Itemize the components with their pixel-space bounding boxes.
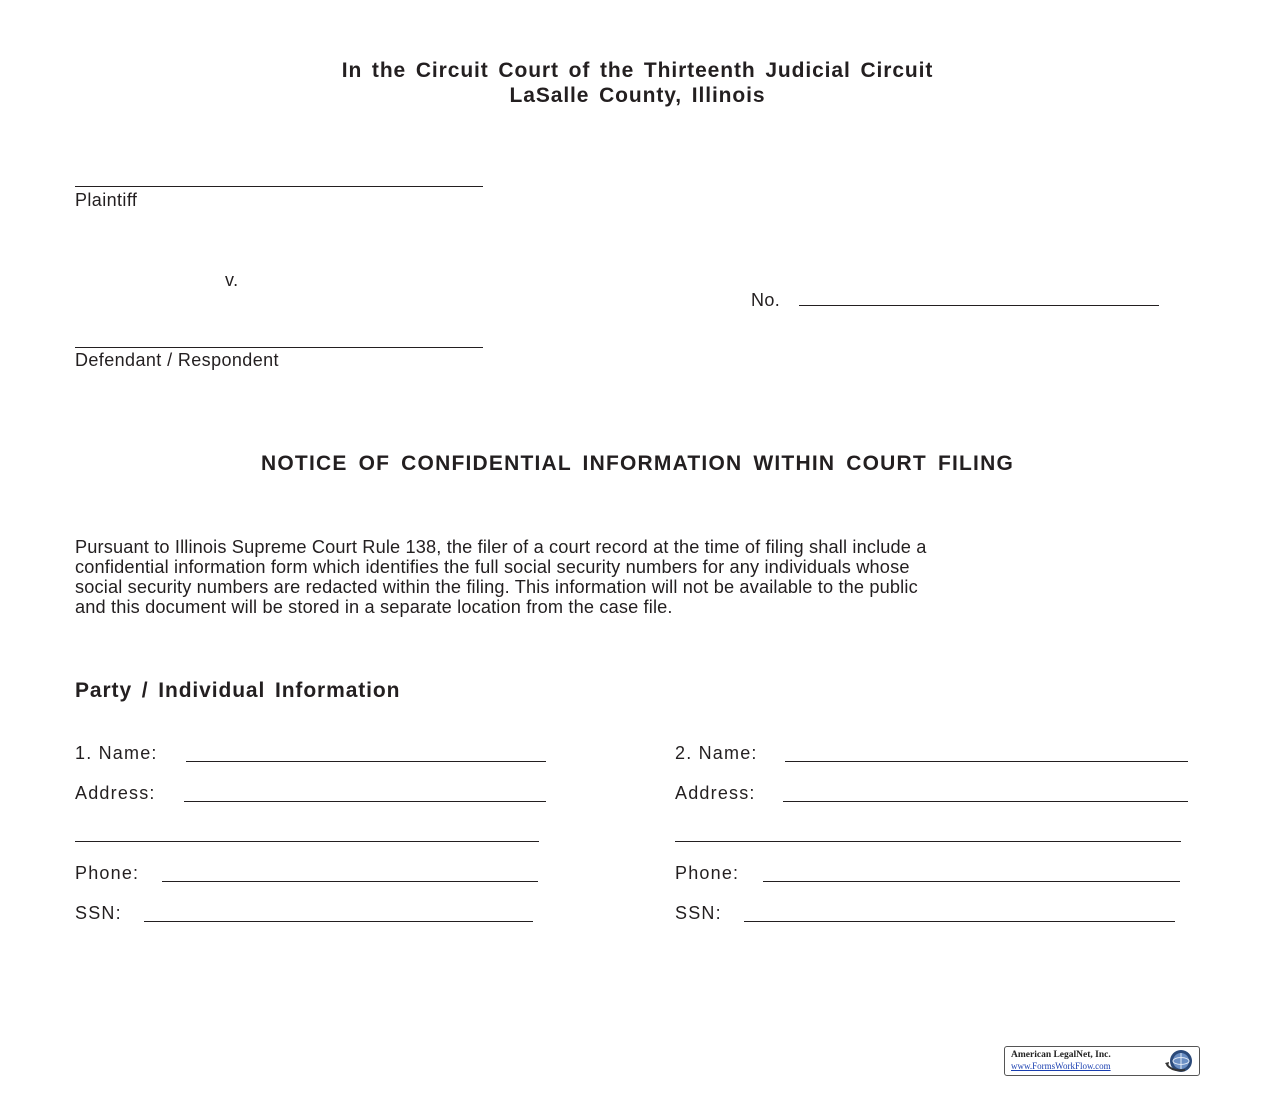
body-line-3: social security numbers are redacted within the filing. This information will not be available to the public xyxy=(75,577,918,597)
party-1-address-line2-field[interactable] xyxy=(75,841,539,842)
american-legalnet-logo[interactable] xyxy=(1004,1046,1200,1076)
party-1-phone-field[interactable] xyxy=(162,881,538,882)
logo-website-link[interactable]: www.FormsWorkFlow.com xyxy=(1011,1061,1111,1071)
party-1-address-field[interactable] xyxy=(184,801,546,802)
notice-title: NOTICE OF CONFIDENTIAL INFORMATION WITHIN COURT FILING xyxy=(261,452,1014,475)
defendant-label: Defendant / Respondent xyxy=(75,350,279,370)
body-paragraph xyxy=(75,537,1195,617)
body-line-2: confidential information form which identifies the full social security numbers for any individuals whose xyxy=(75,557,910,577)
party-2-name-field[interactable] xyxy=(785,761,1188,762)
party-2-phone-label: Phone: xyxy=(675,863,740,883)
party-2-phone-field[interactable] xyxy=(763,881,1180,882)
party-2-address-label: Address: xyxy=(675,783,756,803)
case-number-field[interactable] xyxy=(799,305,1159,306)
party-2-ssn-field[interactable] xyxy=(744,921,1175,922)
case-number-label: No. xyxy=(751,290,781,310)
party-1-name-label: 1. Name: xyxy=(75,743,158,763)
body-line-1: Pursuant to Illinois Supreme Court Rule 138, the filer of a court record at the time of filing shall include a xyxy=(75,537,927,557)
party-2-address-field[interactable] xyxy=(783,801,1188,802)
party-1-ssn-field[interactable] xyxy=(144,921,533,922)
plaintiff-field[interactable] xyxy=(75,186,483,187)
party-section-heading: Party / Individual Information xyxy=(75,679,401,702)
logo-company-name: American LegalNet, Inc. xyxy=(1011,1050,1111,1060)
party-1-name-field[interactable] xyxy=(186,761,546,762)
defendant-field[interactable] xyxy=(75,347,483,348)
body-line-4: and this document will be stored in a separate location from the case file. xyxy=(75,597,673,617)
court-heading-line1: In the Circuit Court of the Thirteenth Judicial Circuit xyxy=(341,59,934,82)
globe-emblem-icon xyxy=(1163,1048,1197,1074)
party-2-name-label: 2. Name: xyxy=(675,743,758,763)
party-1-address-label: Address: xyxy=(75,783,156,803)
party-1-ssn-label: SSN: xyxy=(75,903,122,923)
versus-label: v. xyxy=(225,270,239,290)
party-2-ssn-label: SSN: xyxy=(675,903,722,923)
court-heading-line2: LaSalle County, Illinois xyxy=(509,84,766,107)
plaintiff-label: Plaintiff xyxy=(75,190,138,210)
party-1-phone-label: Phone: xyxy=(75,863,140,883)
party-2-address-line2-field[interactable] xyxy=(675,841,1181,842)
